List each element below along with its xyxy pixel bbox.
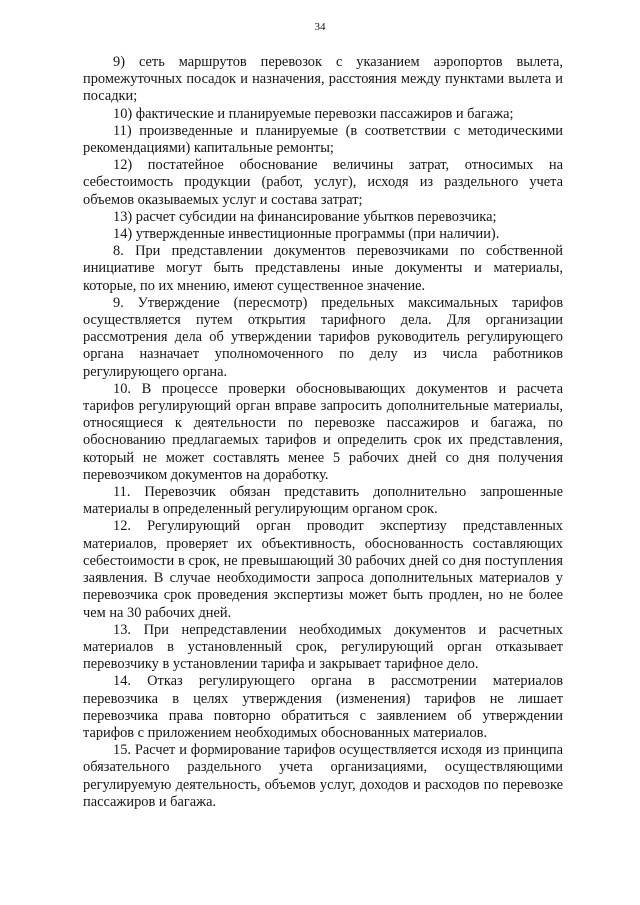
document-body (83, 54, 563, 811)
paragraph-item-13: 13) расчет субсидии на финансирование убытков перевозчика; (113, 208, 497, 225)
paragraph-clause-9: 9. Утверждение (пересмотр) предельных максимальных тарифов осуществляется путем открытия тарифного дела. Для организации рассмотрения дела об утверждении тарифов руководитель регулирующего органа назначает уполномоченного по делу из числа работников регулирующего органа. (83, 294, 563, 380)
paragraph-item-12: 12) постатейное обоснование величины затрат, относимых на себестоимость продукции (работ, услуг), исходя из раздельного учета объемов оказываемых услуг и состава затрат; (83, 157, 563, 208)
paragraph-clause-11: 11. Перевозчик обязан представить дополнительно запрошенные материалы в определенный регулирующим органом срок. (83, 484, 563, 518)
paragraph-clause-10: 10. В процессе проверки обосновывающих документов и расчета тарифов регулирующий орган вправе запросить дополнительные материалы, относящиеся к деятельности по перевозке пассажиров и багажа, по обоснованию предлагаемых тарифов и определить срок их представления, который не может составлять менее 5 рабочих дней со дня получения перевозчиком документов на доработку. (83, 380, 563, 483)
paragraph-clause-15: 15. Расчет и формирование тарифов осуществляется исходя из принципа обязательного раздельного учета организациями, осуществляющими регулируемую деятельность, объемов услуг, доходов и расходов по перевозке пассажиров и багажа. (83, 742, 563, 810)
paragraph-item-9: 9) сеть маршрутов перевозок с указанием аэропортов вылета, промежуточных посадок и назначения, расстояния между пунктами вылета и посадки; (83, 54, 563, 105)
paragraph-item-14: 14) утвержденные инвестиционные программы (при наличии). (113, 226, 500, 243)
paragraph-item-10: 10) фактические и планируемые перевозки пассажиров и багажа; (113, 105, 514, 122)
paragraph-clause-13: 13. При непредставлении необходимых документов и расчетных материалов в установленный срок, регулирующий орган отказывает перевозчику в установлении тарифа и закрывает тарифное дело. (83, 621, 563, 673)
page-number: 34 (314, 21, 326, 33)
paragraph-clause-12: 12. Регулирующий орган проводит экспертизу представленных материалов, проверяет их объективность, обоснованность составляющих себестоимости в срок, не превышающий 30 рабочих дней со дня поступления заявления. В случае необходимости запроса дополнительных материалов у перевозчика срок проведения экспертизы может быть продлен, но не более чем на 30 рабочих дней. (83, 518, 563, 621)
paragraph-clause-8: 8. При представлении документов перевозчиками по собственной инициативе могут быть представлены иные документы и материалы, которые, по их мнению, имеют существенное значение. (83, 243, 563, 294)
paragraph-item-11: 11) произведенные и планируемые (в соответствии с методическими рекомендациями) капитальные ремонты; (83, 122, 563, 157)
paragraph-clause-14: 14. Отказ регулирующего органа в рассмотрении материалов перевозчика в целях утверждения (изменения) тарифов не лишает перевозчика права повторно обратиться с заявлением об утверждении тарифов с приложением необходимых обоснованных материалов. (83, 673, 563, 741)
